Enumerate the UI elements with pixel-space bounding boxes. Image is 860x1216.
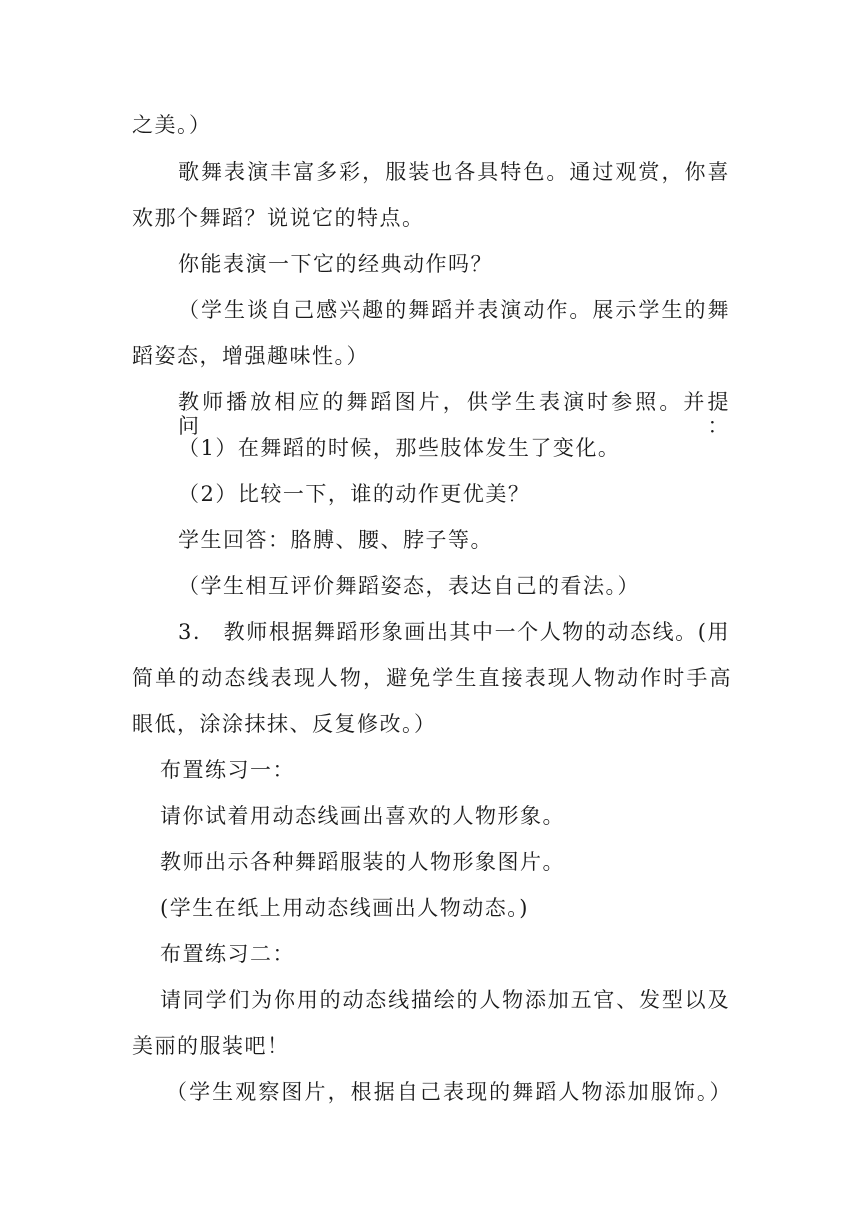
text-line: 眼低，涂涂抹抹、反复修改。） xyxy=(132,712,437,736)
text-line: 请你试着用动态线画出喜欢的人物形象。 xyxy=(160,804,565,828)
text-line: （学生相互评价舞蹈姿态，表达自己的看法。） xyxy=(178,574,640,598)
text-line: （2）比较一下，谁的动作更优美？ xyxy=(178,482,531,506)
text-line: 欢那个舞蹈？说说它的特点。 xyxy=(132,206,425,230)
text-line: 美丽的服装吧！ xyxy=(132,1034,290,1058)
text-line: 布置练习二： xyxy=(160,942,295,966)
text-line: 教师播放相应的舞蹈图片，供学生表演时参照。并提问： xyxy=(178,390,730,438)
text-line: 你能表演一下它的经典动作吗？ xyxy=(178,252,493,276)
text-line: （学生谈自己感兴趣的舞蹈并表演动作。展示学生的舞 xyxy=(178,298,730,322)
text-line: 歌舞表演丰富多彩，服装也各具特色。通过观赏，你喜 xyxy=(178,160,730,184)
text-line: 3. 教师根据舞蹈形象画出其中一个人物的动态线。(用 xyxy=(178,620,730,644)
text-line: （学生观察图片，根据自己表现的舞蹈人物添加服饰。） xyxy=(166,1080,732,1104)
text-line: 学生回答：胳膊、腰、脖子等。 xyxy=(178,528,493,552)
text-line: 请同学们为你用的动态线描绘的人物添加五官、发型以及 xyxy=(160,988,730,1012)
text-line: 简单的动态线表现人物，避免学生直接表现人物动作时手高 xyxy=(132,666,732,690)
text-line: （1）在舞蹈的时候，那些肢体发生了变化。 xyxy=(178,436,621,460)
text-line: 布置练习一： xyxy=(160,758,295,782)
text-line: 教师出示各种舞蹈服装的人物形象图片。 xyxy=(160,850,565,874)
text-line: 蹈姿态，增强趣味性。） xyxy=(132,344,369,368)
text-line: 之美。） xyxy=(132,113,212,137)
text-line: (学生在纸上用动态线画出人物动态。) xyxy=(160,896,529,920)
